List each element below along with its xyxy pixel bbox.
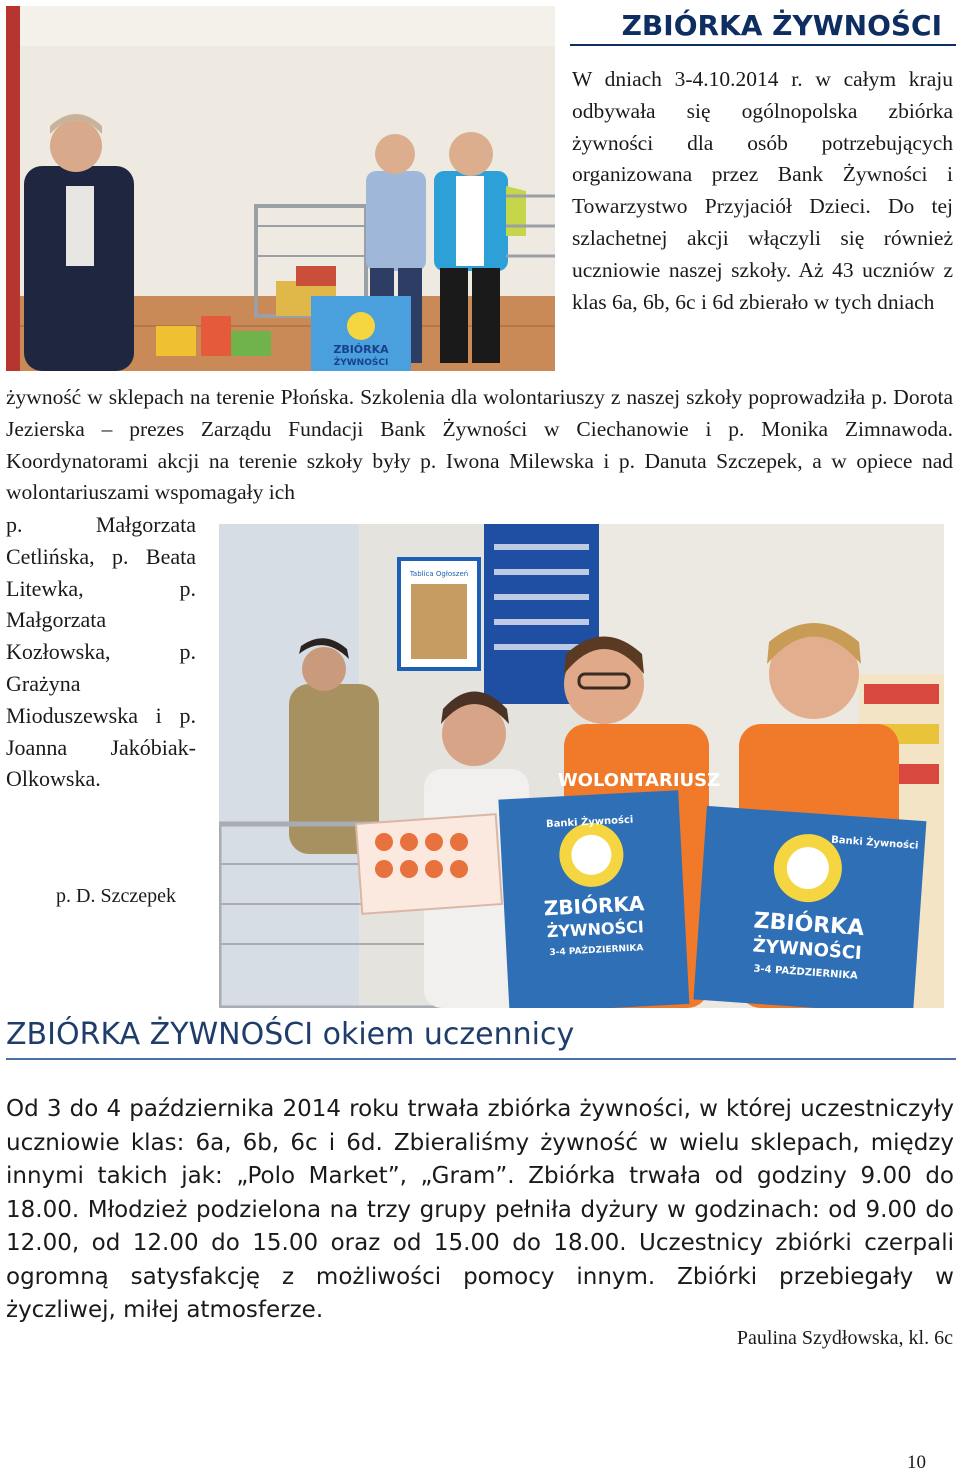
section-title-food-collection: ZBIÓRKA ŻYWNOŚCI: [570, 6, 956, 46]
poster2-brand: Banki Żywności: [830, 834, 919, 852]
article-author: p. D. Szczepek: [56, 885, 176, 907]
photo-top-illustration: [6, 6, 555, 371]
photo2-vest-label: WOLONTARIUSZ: [557, 770, 721, 791]
poster1-title: ZBIÓRKA: [543, 891, 645, 921]
section-title-student-view: ZBIÓRKA ŻYWNOŚCI okiem uczennicy: [6, 1010, 956, 1060]
poster1-title-2: ŻYWNOŚCI: [546, 917, 645, 942]
poster2-title-2: ŻYWNOŚCI: [751, 935, 863, 965]
poster1-brand: Banki Żywności: [545, 814, 634, 831]
article-paragraph-helpers: p. Małgorzata Cetlińska, p. Beata Litewka, p. Małgorzata Kozłowska, p. Grażyna Mioduszewska i p. Joanna Jakóbiak-Olkowska.: [6, 512, 196, 792]
article-paragraph-continued: żywność w sklepach na terenie Płońska. Szkolenia dla wolontariuszy z naszej szkoły poprowadziła p. Dorota Jezierska – prezes Zarządu Fundacji Bank Żywności w Ciechanowie i p. Monika Zimnawoda. Koordynatorami akcji na terenie szkoły były p. Iwona Milewska i p. Danuta Szczepek, a w opiece nad wolontariuszami wspomagały ich: [6, 385, 953, 505]
poster1-dates: 3-4 PAŹDZIERNIKA: [549, 943, 644, 959]
photo2-board-title: Tablica Ogłoszeń: [409, 570, 469, 578]
photo1-sign-text-2: ŻYWNOŚCI: [333, 358, 389, 368]
photo-store-illustration: [219, 524, 944, 1008]
poster2-title: ZBIÓRKA: [752, 908, 865, 942]
photo1-sign-text: ZBIÓRKA: [333, 343, 389, 356]
page-number: 10: [907, 1452, 926, 1473]
poster2-dates: 3-4 PAŹDZIERNIKA: [753, 963, 858, 982]
volunteers-photo-store: [219, 524, 944, 1008]
volunteers-photo-top: [6, 6, 555, 371]
student-signature: Paulina Szydłowska, kl. 6c: [736, 1327, 953, 1349]
article-paragraph-intro: W dniach 3-4.10.2014 r. w całym kraju odbywała się ogólnopolska zbiórka żywności dla osób potrzebujących organizowana przez Bank Żywności i Towarzystwo Przyjaciół Dzieci. Do tej szlachetnej akcji włączyli się również uczniowie naszej szkoły. Aż 43 uczniów z klas 6a, 6b, 6c i 6d zbierało w tych dniach: [572, 67, 953, 314]
student-article-text: Od 3 do 4 października 2014 roku trwała zbiórka żywności, w której uczestniczyły uczniowie klas: 6a, 6b, 6c i 6d. Zbieraliśmy żywność w wielu sklepach, między innymi takich jak: „Polo Market”, „Gram”. Zbiórka trwała od godziny 9.00 do 18.00. Młodzież podzielona na trzy grupy pełniła dyżury w godzinach: od 9.00 do 12.00, od 12.00 do 15.00 oraz od 15.00 do 18.00. Uczestnicy zbiórki czerpali ogromną satysfakcję z możliwości pomocy innym. Zbiórki przebiegały w życzliwej, miłej atmosferze.: [6, 1096, 954, 1323]
